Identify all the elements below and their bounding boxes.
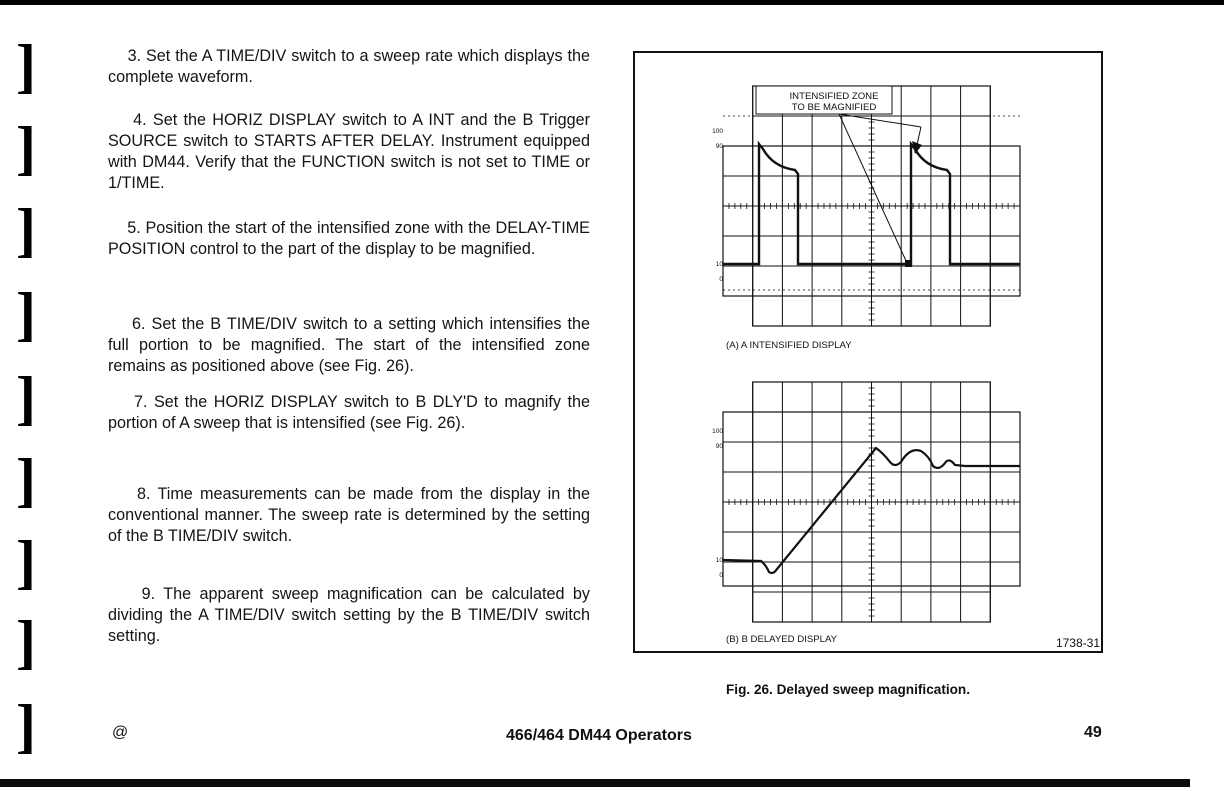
callout-pointer xyxy=(839,114,907,263)
step-number: 4. xyxy=(133,111,147,129)
step-5 xyxy=(108,218,590,260)
top-rule xyxy=(0,0,1224,5)
step-number: 5. xyxy=(127,219,141,237)
figure-caption: Fig. 26. Delayed sweep magnification. xyxy=(726,682,971,697)
binding-bracket: ] xyxy=(16,529,36,595)
step-text: Set the HORIZ DISPLAY switch to A INT and the B Trigger SOURCE switch to STARTS AFTER DELAY. Instrument equipped with DM44. Verify that the FUNCTION switch is not set to TIME or 1/TIME. xyxy=(108,111,590,192)
bottom-rule xyxy=(0,779,1190,787)
panel-b-label: (B) B DELAYED DISPLAY xyxy=(726,634,838,645)
tick-label-10: 10 xyxy=(715,261,723,268)
binding-bracket: ] xyxy=(16,609,36,675)
tick-label-0: 0 xyxy=(719,572,723,579)
step-number: 9. xyxy=(141,585,156,603)
step-8 xyxy=(108,484,590,547)
binding-bracket: ] xyxy=(16,281,36,347)
step-text: Set the HORIZ DISPLAY switch to B DLY'D to magnify the portion of A sweep that is intensified (see Fig. 26). xyxy=(108,393,590,432)
step-3 xyxy=(108,46,590,88)
step-text: The apparent sweep magnification can be calculated by dividing the A TIME/DIV switch setting by the B TIME/DIV switch setting. xyxy=(108,585,590,645)
callout-text-line1: INTENSIFIED ZONE xyxy=(789,91,879,102)
tick-label-90: 90 xyxy=(715,443,723,450)
step-text: Set the B TIME/DIV switch to a setting which intensifies the full portion to be magnified. The start of the intensified zone remains as positioned above (see Fig. 26). xyxy=(108,315,590,375)
step-text: Set the A TIME/DIV switch to a sweep rate which displays the complete waveform. xyxy=(108,47,591,86)
step-number: 7. xyxy=(133,393,148,411)
panel-b-graticule xyxy=(723,382,1020,622)
callout-text-line2: TO BE MAGNIFIED xyxy=(791,102,877,113)
tick-label-100: 100 xyxy=(712,128,723,135)
step-text: Time measurements can be made from the display in the conventional manner. The sweep rate is determined by the setting of the B TIME/DIV switch. xyxy=(108,485,590,545)
step-4 xyxy=(108,110,590,194)
page-number: 49 xyxy=(1084,724,1102,741)
figure-number: 1738-31 xyxy=(1055,636,1100,650)
panel-a-graticule xyxy=(723,86,1020,326)
step-text: Position the start of the intensified zone with the DELAY-TIME POSITION control to the part of the display to be magnified. xyxy=(108,219,590,258)
binding-bracket: ] xyxy=(16,33,36,99)
figure-26 xyxy=(633,51,1103,653)
tick-label-10: 10 xyxy=(715,557,723,564)
binding-bracket: ] xyxy=(16,447,36,513)
binding-bracket: ] xyxy=(16,365,36,431)
binding-bracket: ] xyxy=(16,197,36,263)
step-6 xyxy=(108,314,590,377)
oscilloscope-diagrams xyxy=(635,53,1105,655)
step-number: 6. xyxy=(132,315,146,333)
step-number: 3. xyxy=(127,47,142,65)
panel-a-label: (A) A INTENSIFIED DISPLAY xyxy=(726,340,852,351)
tick-label-0: 0 xyxy=(719,276,723,283)
step-7 xyxy=(108,392,590,434)
tick-label-100: 100 xyxy=(712,428,723,435)
step-9 xyxy=(108,584,590,647)
tick-label-90: 90 xyxy=(715,143,723,150)
step-number: 8. xyxy=(136,485,151,503)
binding-bracket: ] xyxy=(16,693,36,759)
footer-manual-title: 466/464 DM44 Operators xyxy=(506,727,692,744)
footer-symbol: @ xyxy=(112,724,129,741)
binding-bracket: ] xyxy=(16,115,36,181)
